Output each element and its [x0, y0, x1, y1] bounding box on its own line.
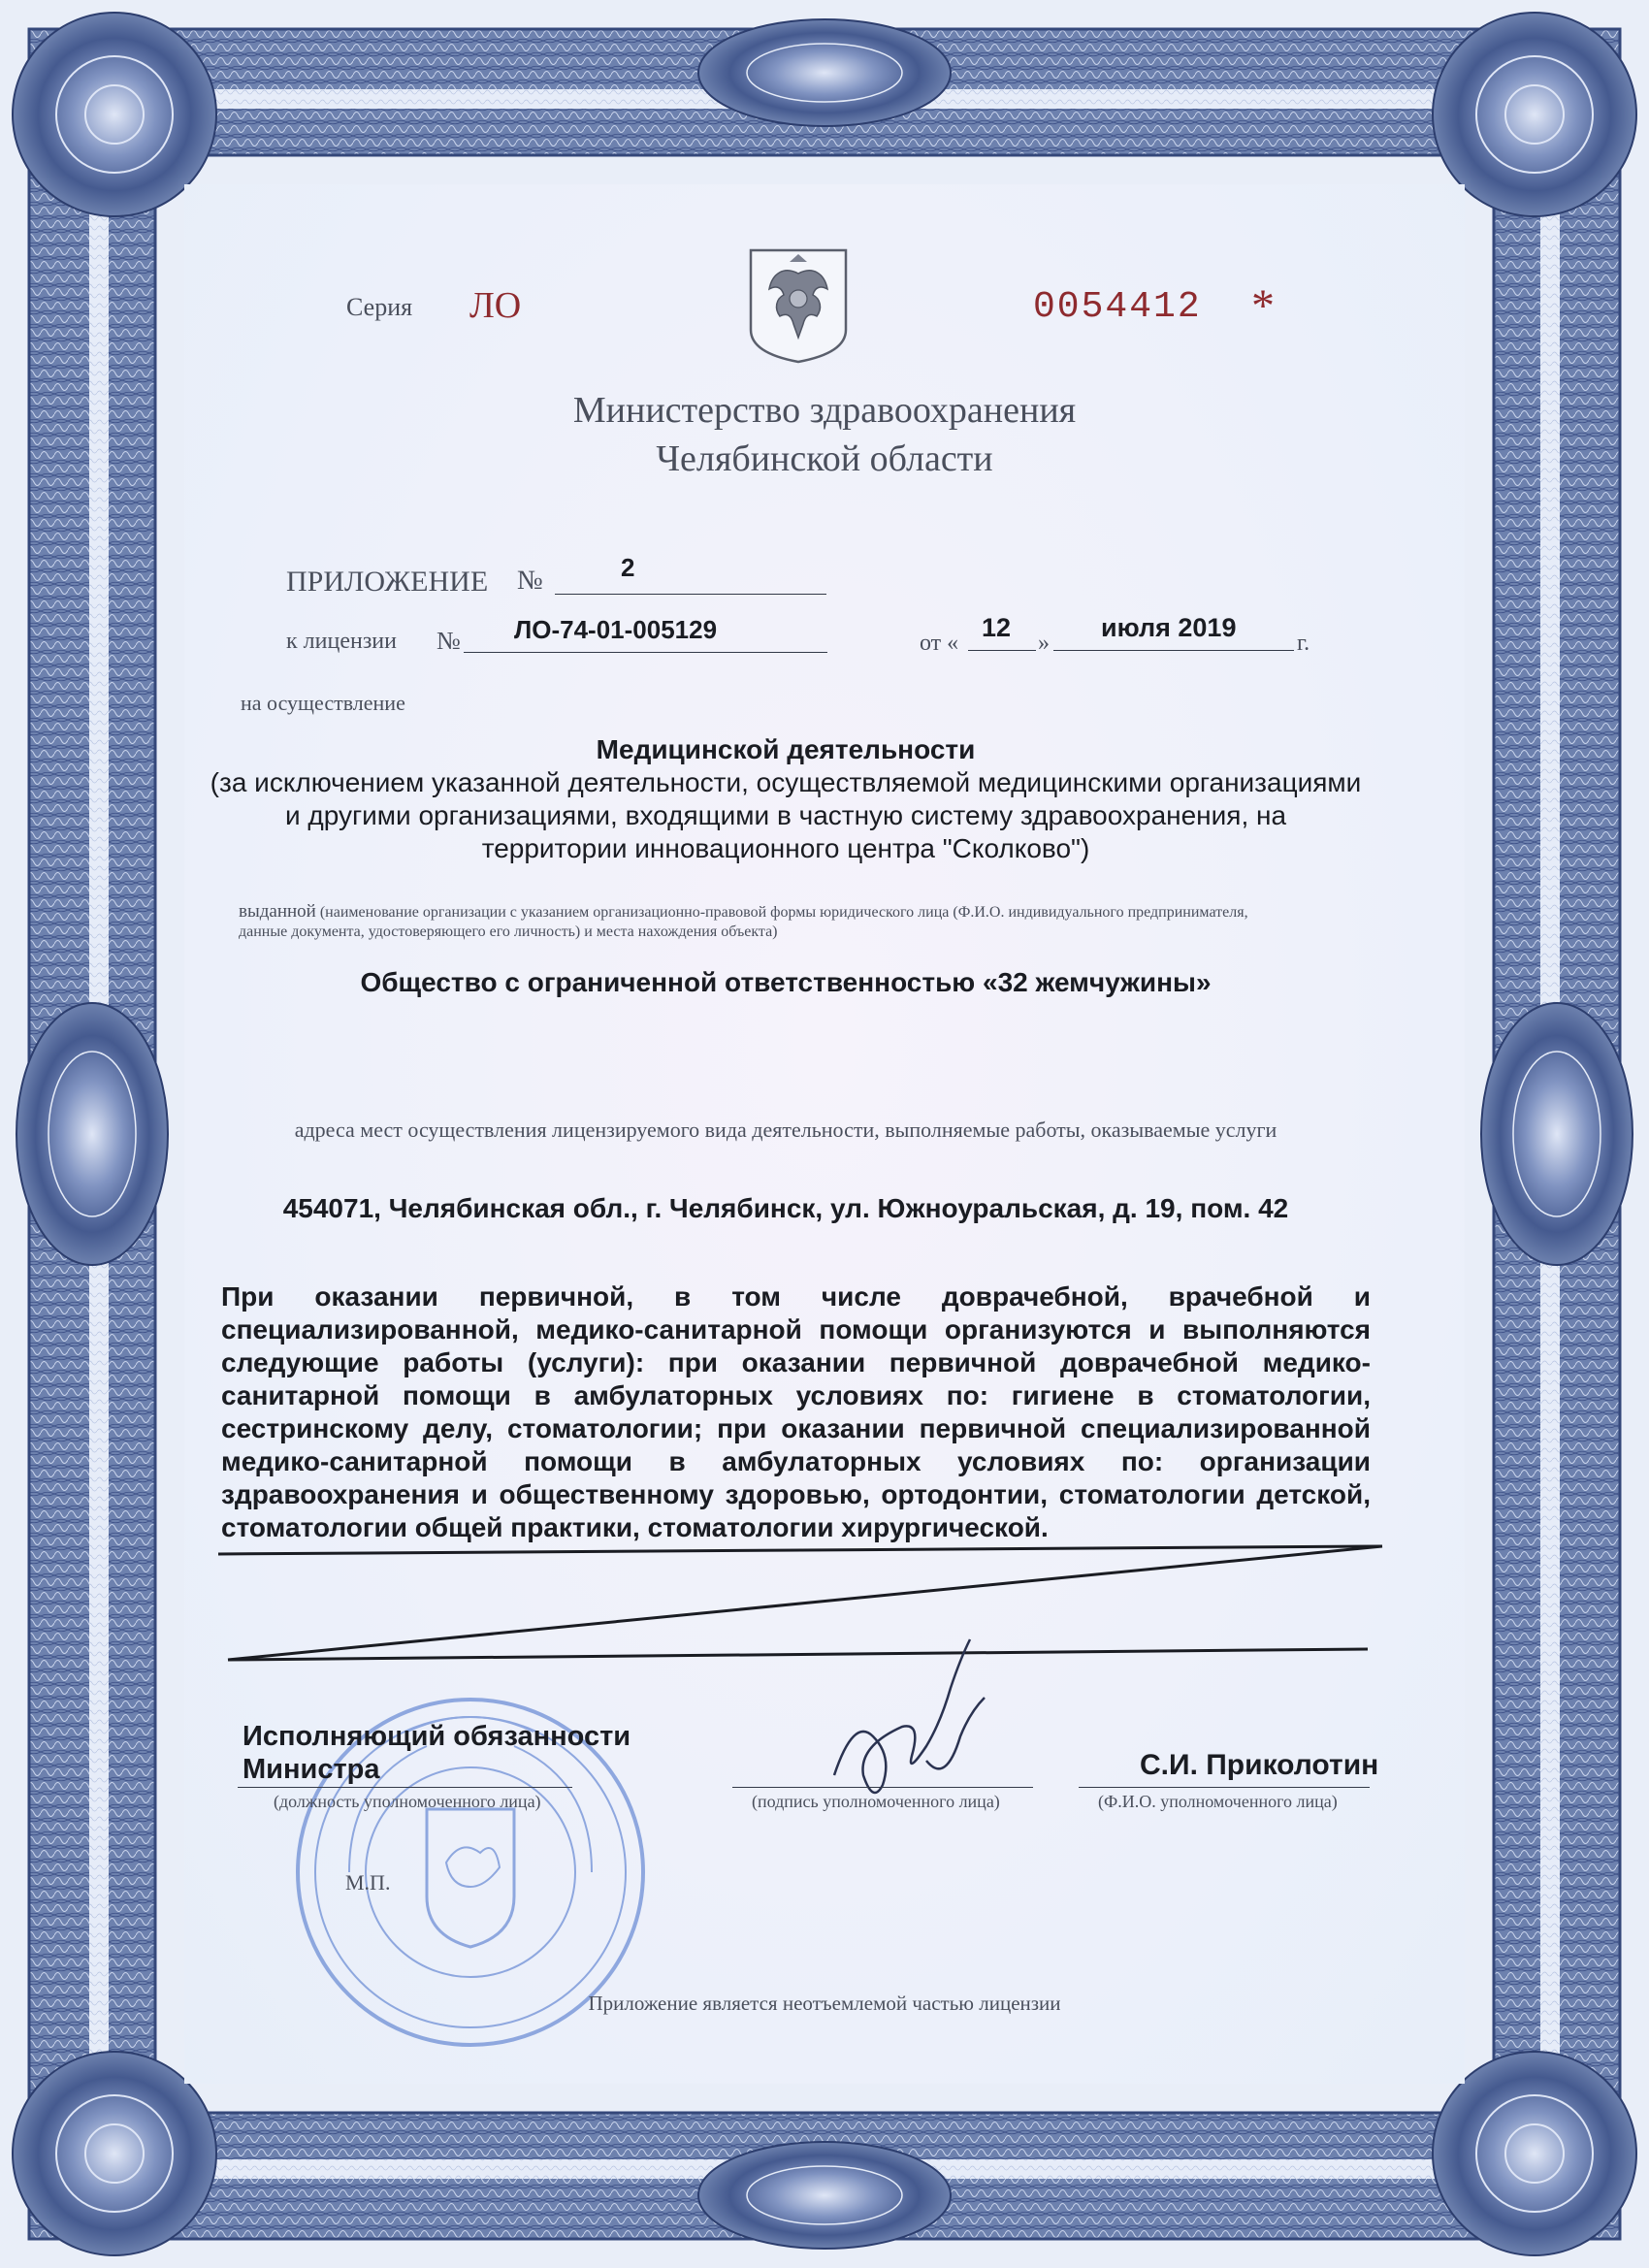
works-line-7: здравоохранения и общественному здоровью, ортодонтии, стоматологии детской, — [221, 1479, 1371, 1509]
works-line-2: специализированной, медико-санитарной помощи организуются и выполняются — [221, 1314, 1371, 1345]
activity-line-2: и другими организациями, входящими в частную систему здравоохранения, на — [284, 800, 1287, 830]
license-prefix: к лицензии — [286, 629, 397, 654]
series-value: ЛО — [469, 285, 522, 326]
issued-hint — [239, 902, 1403, 942]
license-number: ЛО-74-01-005129 — [514, 615, 718, 644]
works-line-3: следующие работы (услуги): при оказании первичной доврачебной медико- — [221, 1347, 1371, 1377]
activity-title: Медицинской деятельности — [596, 734, 976, 764]
signature-hint: (подпись уполномоченного лица) — [752, 1792, 1000, 1811]
issuing-authority — [340, 386, 1310, 483]
works-line-6: медико-санитарной помощи в амбулаторных условиях по: организации — [221, 1446, 1371, 1476]
date-month-line — [1053, 650, 1294, 651]
date-month-year: июля 2019 — [1101, 613, 1237, 642]
works-services — [221, 1280, 1371, 1544]
authority-line-2: Челябинской области — [656, 438, 993, 479]
organization-name: Общество с ограниченной ответственностью «32 жемчужины» — [360, 967, 1212, 997]
works-line-5: сестринскому делу, стоматологии; при оказании первичной специализированной — [221, 1413, 1371, 1443]
seal-place-label: М.П. — [345, 1870, 391, 1895]
license-number-line — [464, 652, 827, 653]
date-suffix: г. — [1297, 631, 1310, 656]
appendix-number: 2 — [621, 553, 635, 582]
footer-note: Приложение является неотъемлемой частью лицензии — [588, 1992, 1061, 2015]
date-day: 12 — [982, 613, 1012, 642]
license-no-sign: № — [436, 627, 461, 655]
issued-label: выданной — [239, 901, 316, 922]
activity-label: на осуществление — [241, 691, 405, 715]
signature-line — [732, 1787, 1033, 1788]
works-line-1: При оказании первичной, в том числе доврачебной, врачебной и — [221, 1281, 1371, 1312]
name-line — [1079, 1787, 1370, 1788]
signer-name: С.И. Приколотин — [1140, 1749, 1379, 1781]
activity-line-3: территории инновационного центра "Сколково") — [481, 833, 1090, 863]
authority-line-1: Министерство здравоохранения — [572, 390, 1077, 431]
signer-position — [242, 1720, 630, 1786]
issued-hint-line-2: данные документа, удостоверяющего его личность) и места нахождения объекта) — [239, 923, 778, 940]
activity-address: 454071, Челябинская обл., г. Челябинск, ул. Южноуральская, д. 19, пом. 42 — [282, 1193, 1289, 1223]
activity-line-1: (за исключением указанной деятельности, осуществляемой медицинскими организациями — [210, 767, 1362, 797]
appendix-no-sign: № — [517, 566, 543, 596]
appendix-label: ПРИЛОЖЕНИЕ — [286, 566, 489, 598]
coat-of-arms-icon — [745, 244, 852, 366]
position-line — [238, 1787, 572, 1788]
name-hint: (Ф.И.О. уполномоченного лица) — [1098, 1792, 1338, 1811]
date-mid: » — [1038, 631, 1050, 656]
signer-position-line-1: Исполняющий обязанности — [242, 1721, 631, 1752]
signer-position-line-2: Министра — [242, 1754, 380, 1785]
activity-block — [204, 733, 1368, 865]
date-prefix: от « — [920, 631, 959, 656]
issued-hint-line-1: (наименование организации с указанием организационно-правовой формы юридического лица (Ф.И.О. индивидуального предпринимателя, — [319, 904, 1248, 921]
date-day-line — [968, 650, 1036, 651]
addresses-label: адреса мест осуществления лицензируемого вида деятельности, выполняемые работы, оказываемые услуги — [294, 1118, 1277, 1142]
works-line-8: стоматологии общей практики, стоматологии хирургической. — [221, 1512, 1049, 1542]
series-label: Серия — [346, 293, 413, 321]
serial-mark: * — [1251, 280, 1275, 332]
position-hint: (должность уполномоченного лица) — [274, 1792, 541, 1811]
blank-number: 0054412 — [1033, 286, 1202, 328]
works-line-4: санитарной помощи в амбулаторных условиях по: гигиене в стоматологии, — [221, 1380, 1371, 1410]
appendix-number-line — [555, 594, 826, 595]
blank-space-strike — [213, 1533, 1387, 1669]
